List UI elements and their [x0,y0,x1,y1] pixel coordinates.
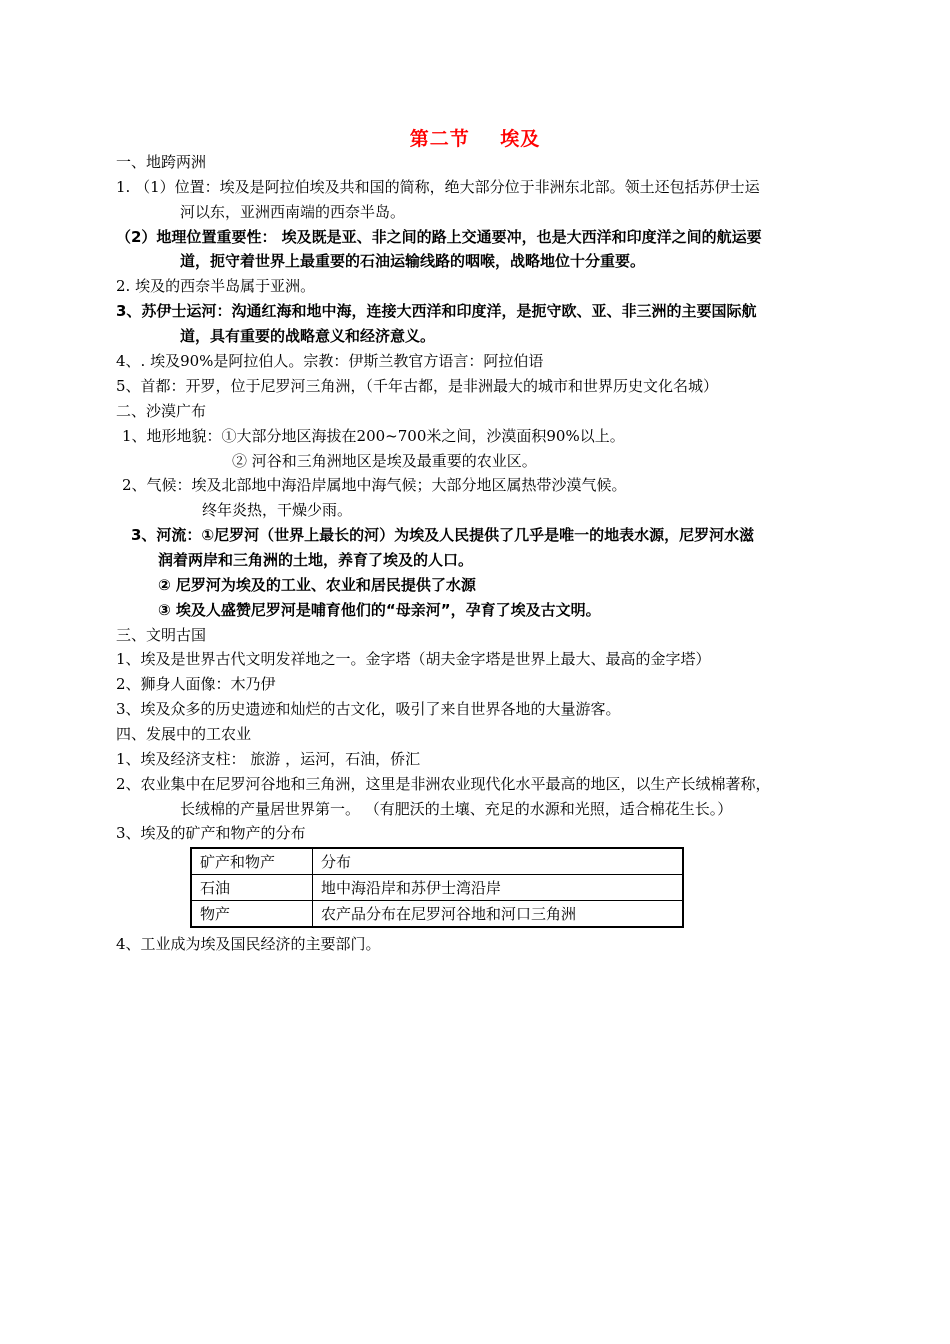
text-line-bold: ③ 埃及人盛赞尼罗河是哺育他们的“母亲河”，孕育了埃及古文明。 [158,601,601,619]
section-heading-3: 三、文明古国 [116,626,207,644]
table-cell: 地中海沿岸和苏伊士湾沿岸 [313,875,684,901]
table-cell: 农产品分布在尼罗河谷地和河口三角洲 [313,901,684,928]
text-line-bold: 3、苏伊士运河：沟通红海和地中海，连接大西洋和印度洋，是扼守欧、亚、非三洲的主要国际航 [116,302,757,320]
text-line: 1、埃及是世界古代文明发祥地之一。金字塔（胡夫金字塔是世界上最大、最高的金字塔） [116,650,711,668]
page-title: 第二节 埃及 [409,128,541,150]
table-cell: 物产 [191,901,313,928]
text-line: 1、地形地貌：①大部分地区海拔在200~700米之间，沙漠面积90%以上。 [122,427,625,445]
text-line-bold: 道，具有重要的战略意义和经济意义。 [180,327,436,345]
text-line: 2、农业集中在尼罗河谷地和三角洲，这里是非洲农业现代化水平最高的地区，以生产长绒棉著称， [116,775,771,793]
text-line: 3、埃及的矿产和物产的分布 [116,824,306,842]
text-line: 3、埃及众多的历史遗迹和灿烂的古文化，吸引了来自世界各地的大量游客。 [116,700,621,718]
text-line: 2、气候：埃及北部地中海沿岸属地中海气候；大部分地区属热带沙漠气候。 [122,476,627,494]
text-line: 4、工业成为埃及国民经济的主要部门。 [116,935,381,953]
text-line: 1、埃及经济支柱： 旅游 ，运河，石油，侨汇 [116,750,421,768]
resources-table [190,847,684,928]
text-line-bold: 道，扼守着世界上最重要的石油运输线路的咽喉，战略地位十分重要。 [180,252,646,270]
text-line-bold: （2）地理位置重要性： 埃及既是亚、非之间的路上交通要冲，也是大西洋和印度洋之间的航运要 [116,228,762,246]
text-line: 5、首都：开罗，位于尼罗河三角洲，（千年古都，是非洲最大的城市和世界历史文化名城） [116,377,719,395]
section-heading-4: 四、发展中的工农业 [116,725,252,743]
text-line: 2、狮身人面像：木乃伊 [116,675,276,693]
table-header-cell: 分布 [313,848,684,875]
text-line-bold: 3、河流：①尼罗河（世界上最长的河）为埃及人民提供了几乎是唯一的地表水源，尼罗河水滋 [131,526,755,544]
text-line: 1. （1）位置：埃及是阿拉伯埃及共和国的简称，绝大部分位于非洲东北部。领土还包括苏伊士运 [116,178,760,196]
table-row [191,901,683,928]
text-line: 河以东，亚洲西南端的西奈半岛。 [180,203,406,221]
section-heading-1: 一、地跨两洲 [116,153,207,171]
table-header-cell: 矿产和物产 [191,848,313,875]
table-row [191,875,683,901]
text-line: 2. 埃及的西奈半岛属于亚洲。 [116,277,316,295]
table-header-row [191,848,683,875]
text-line-bold: 润着两岸和三角洲的土地，养育了埃及的人口。 [158,551,474,569]
text-line-bold: ② 尼罗河为埃及的工业、农业和居民提供了水源 [158,576,476,594]
text-line: 4、. 埃及90%是阿拉伯人。宗教：伊斯兰教官方语言：阿拉伯语 [116,352,544,370]
table-cell: 石油 [191,875,313,901]
text-line: 长绒棉的产量居世界第一。 （有肥沃的土壤、充足的水源和光照，适合棉花生长。） [180,800,733,818]
text-line: ② 河谷和三角洲地区是埃及最重要的农业区。 [232,452,537,470]
text-line: 终年炎热，干燥少雨。 [202,501,353,519]
section-heading-2: 二、沙漠广布 [116,402,207,420]
